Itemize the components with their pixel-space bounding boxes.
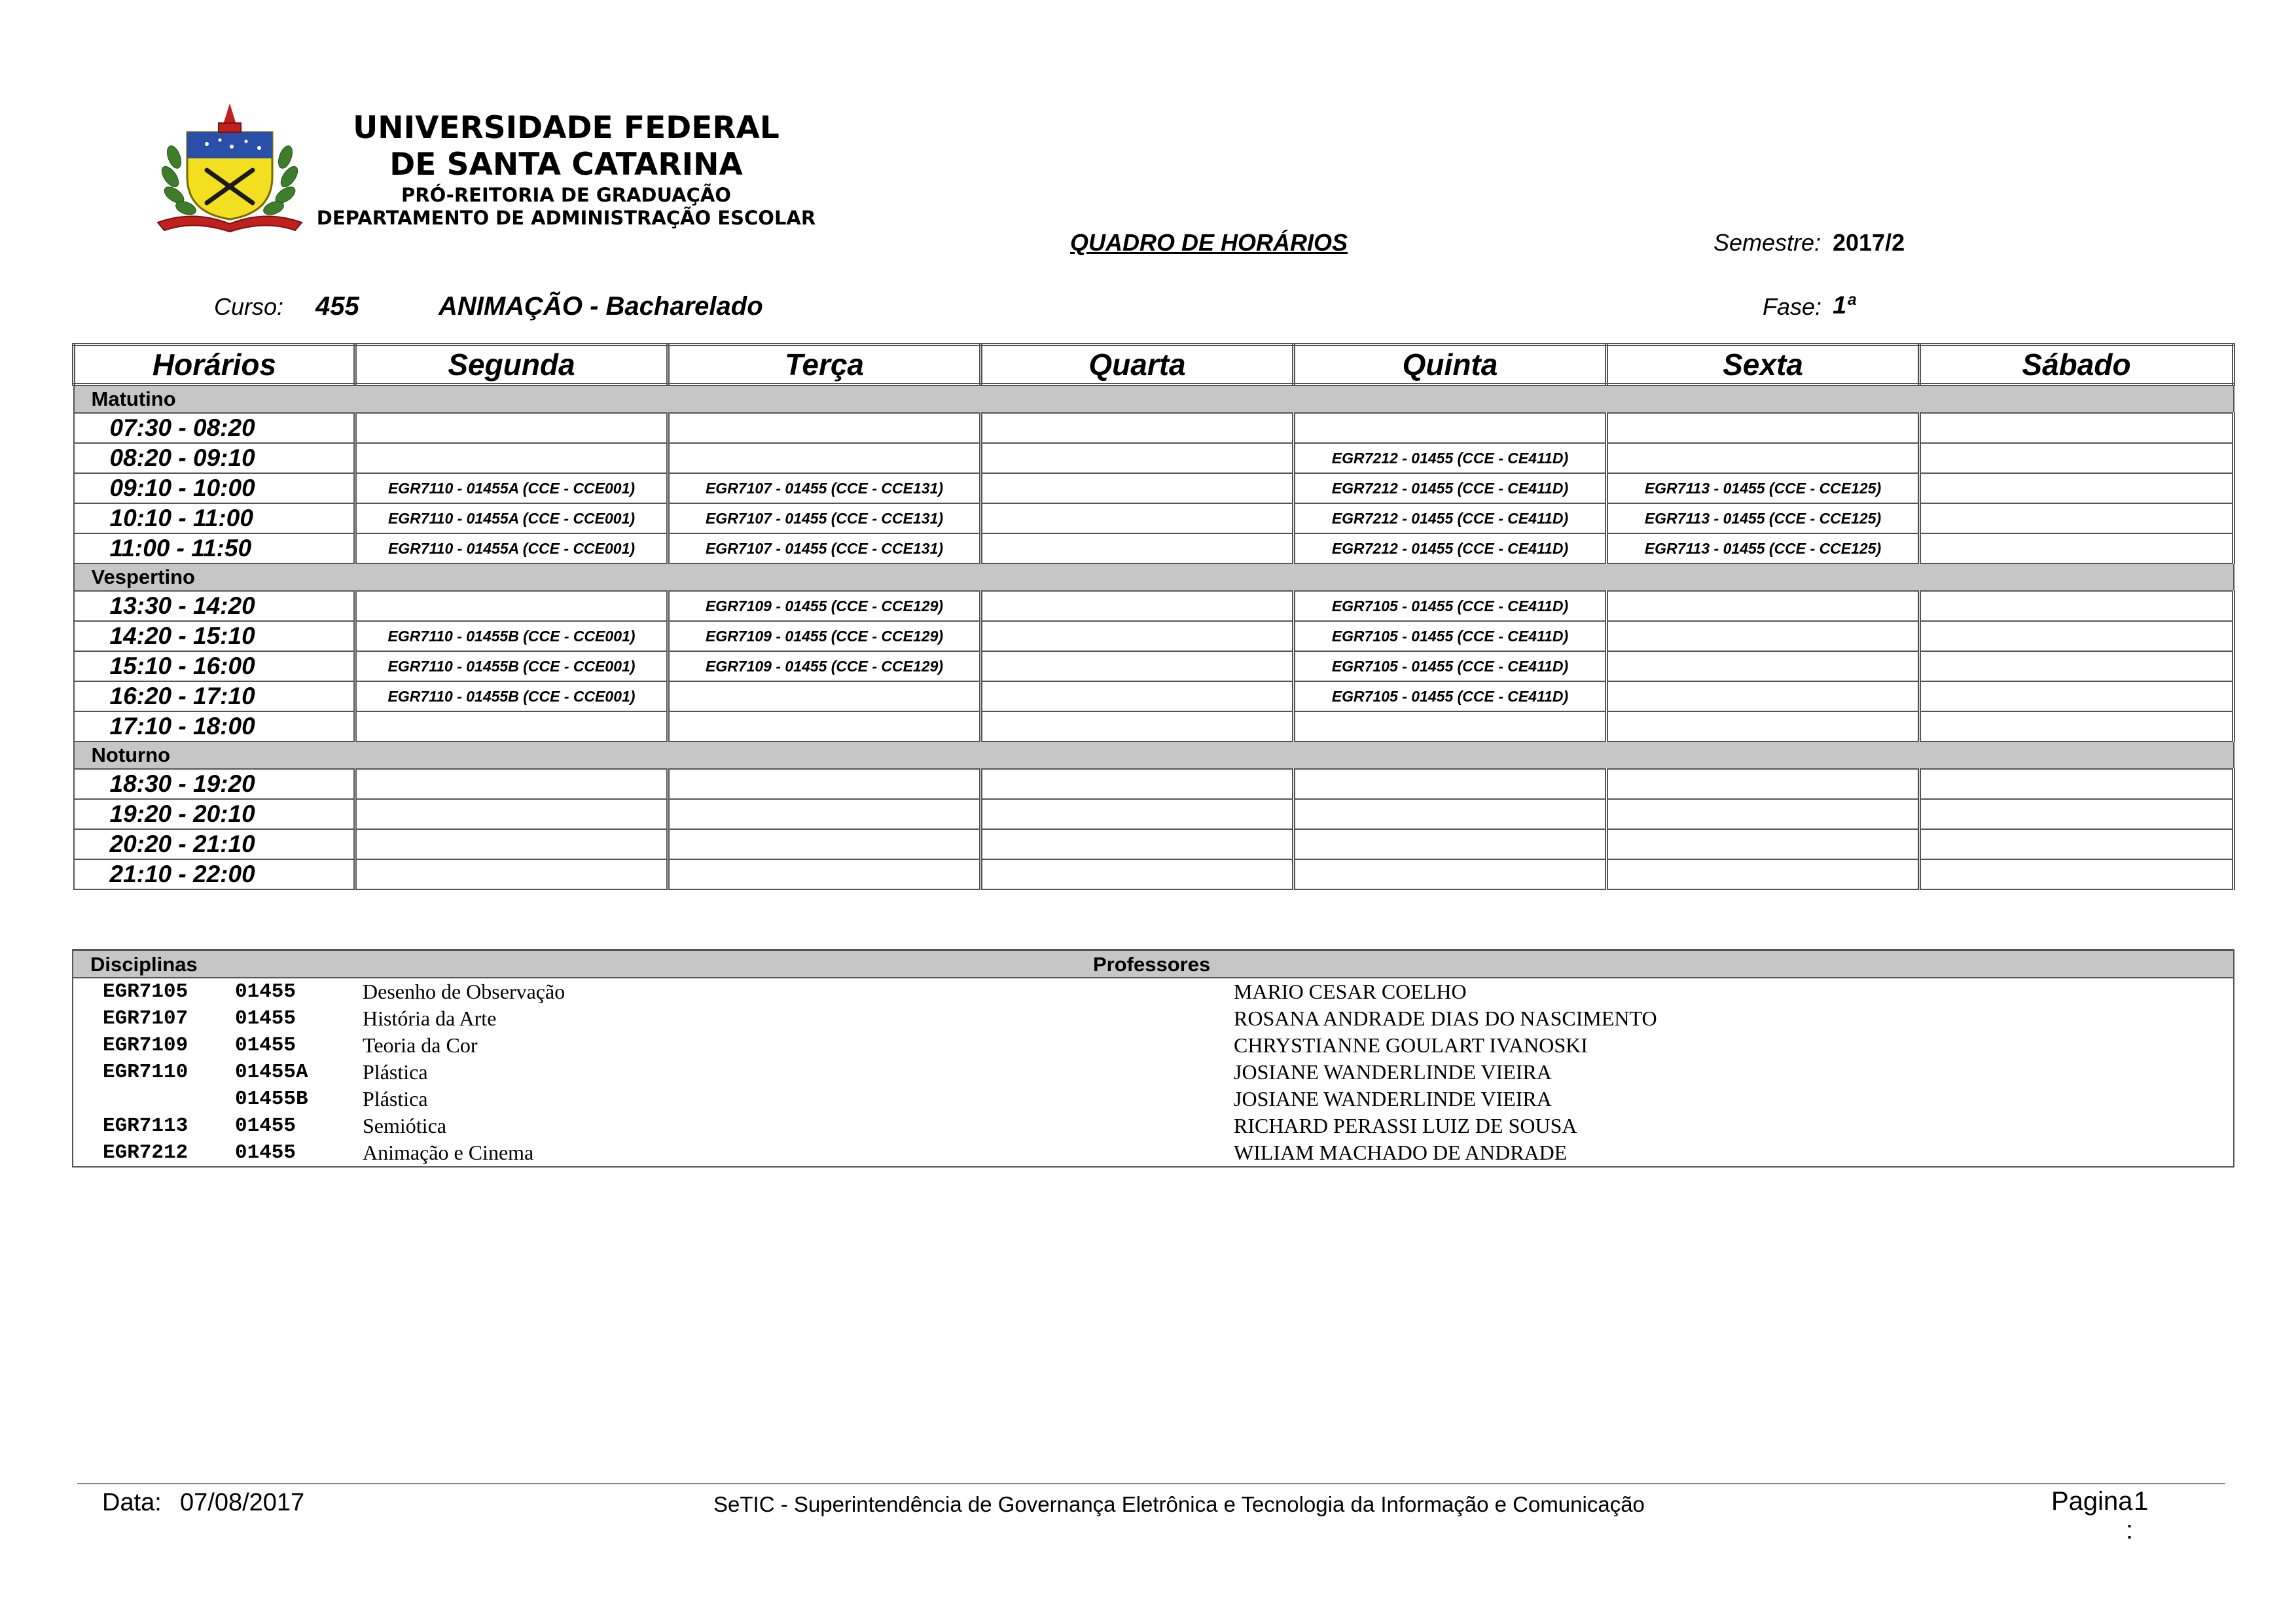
- class-cell: [1294, 413, 1607, 443]
- disciplina-professor: MARIO CESAR COELHO: [1234, 980, 1467, 1003]
- class-cell: [981, 711, 1294, 741]
- class-cell: [668, 413, 981, 443]
- semestre-label: Semestre:: [1713, 229, 1821, 256]
- class-cell: EGR7109 - 01455 (CCE - CCE129): [668, 651, 981, 681]
- header-quarta: Quarta: [981, 345, 1294, 385]
- class-cell: EGR7212 - 01455 (CCE - CE411D): [1294, 473, 1607, 503]
- time-slot: 08:20 - 09:10: [74, 443, 355, 473]
- disciplina-turma: 01455B: [235, 1088, 308, 1111]
- class-cell: [1607, 681, 1920, 711]
- time-slot: 17:10 - 18:00: [74, 711, 355, 741]
- disciplina-name: Plástica: [363, 1087, 428, 1111]
- class-cell: [1607, 711, 1920, 741]
- disciplinas-header-label: Disciplinas: [90, 953, 198, 976]
- class-cell: EGR7110 - 01455B (CCE - CCE001): [355, 681, 668, 711]
- class-cell: [355, 591, 668, 621]
- fase-value: 1ª: [1833, 292, 1856, 319]
- class-cell: EGR7113 - 01455 (CCE - CCE125): [1607, 473, 1920, 503]
- footer-divider: [77, 1483, 2225, 1484]
- class-cell: [1607, 799, 1920, 829]
- time-slot-row: [74, 533, 2234, 563]
- class-cell: [1920, 799, 2234, 829]
- disciplina-name: Semiótica: [363, 1114, 446, 1137]
- time-slot: 21:10 - 22:00: [74, 859, 355, 889]
- header-sabado: Sábado: [1920, 345, 2234, 385]
- time-slot-row: [74, 859, 2234, 889]
- disciplina-code: EGR7113: [103, 1115, 188, 1137]
- disciplina-turma: 01455A: [235, 1061, 308, 1084]
- class-cell: [1920, 651, 2234, 681]
- time-slot: 09:10 - 10:00: [74, 473, 355, 503]
- time-slot-row: [74, 651, 2234, 681]
- time-slot-row: [74, 621, 2234, 651]
- period-row: [74, 563, 2234, 591]
- class-cell: [1607, 829, 1920, 859]
- period-label: Matutino: [74, 385, 2234, 414]
- class-cell: EGR7212 - 01455 (CCE - CE411D): [1294, 503, 1607, 533]
- time-slot-row: [74, 473, 2234, 503]
- header-segunda: Segunda: [355, 345, 668, 385]
- footer-setic: SeTIC - Superintendência de Governança Eletrônica e Tecnologia da Informação e Comunicação: [713, 1492, 1645, 1516]
- class-cell: [1920, 711, 2234, 741]
- header-quinta: Quinta: [1294, 345, 1607, 385]
- class-cell: [981, 829, 1294, 859]
- class-cell: EGR7110 - 01455B (CCE - CCE001): [355, 651, 668, 681]
- header-sexta: Sexta: [1607, 345, 1920, 385]
- time-slot: 14:20 - 15:10: [74, 621, 355, 651]
- curso-label: Curso:: [214, 293, 284, 320]
- class-cell: [1920, 769, 2234, 799]
- class-cell: [1294, 769, 1607, 799]
- time-slot-row: [74, 681, 2234, 711]
- disciplina-professor: CHRYSTIANNE GOULART IVANOSKI: [1234, 1033, 1588, 1057]
- class-cell: [1607, 859, 1920, 889]
- class-cell: [981, 769, 1294, 799]
- time-slot-row: [74, 829, 2234, 859]
- class-cell: [1294, 829, 1607, 859]
- professores-header-label: Professores: [1093, 953, 1211, 976]
- class-cell: [668, 829, 981, 859]
- class-cell: [1607, 651, 1920, 681]
- university-name-line2: DE SANTA CATARINA: [389, 147, 743, 183]
- class-cell: [1920, 503, 2234, 533]
- curso-code: 455: [315, 292, 359, 321]
- time-slot-row: [74, 443, 2234, 473]
- class-cell: [1607, 621, 1920, 651]
- class-cell: [981, 591, 1294, 621]
- class-cell: [981, 503, 1294, 533]
- curso-name: ANIMAÇÃO - Bacharelado: [439, 292, 763, 321]
- disciplina-turma: 01455: [235, 1115, 296, 1137]
- time-slot: 11:00 - 11:50: [74, 533, 355, 563]
- time-slot-row: [74, 503, 2234, 533]
- disciplina-name: Plástica: [363, 1060, 428, 1084]
- class-cell: [355, 829, 668, 859]
- footer-date-label: Data:: [102, 1489, 162, 1516]
- class-cell: [981, 473, 1294, 503]
- time-slot: 07:30 - 08:20: [74, 413, 355, 443]
- class-cell: EGR7212 - 01455 (CCE - CE411D): [1294, 533, 1607, 563]
- class-cell: [668, 769, 981, 799]
- class-cell: [1607, 413, 1920, 443]
- time-slot-row: [74, 591, 2234, 621]
- class-cell: [1920, 443, 2234, 473]
- class-cell: [355, 443, 668, 473]
- disciplina-professor: WILIAM MACHADO DE ANDRADE: [1234, 1141, 1568, 1164]
- time-slot: 19:20 - 20:10: [74, 799, 355, 829]
- class-cell: EGR7107 - 01455 (CCE - CCE131): [668, 533, 981, 563]
- class-cell: EGR7105 - 01455 (CCE - CE411D): [1294, 591, 1607, 621]
- disciplina-professor: RICHARD PERASSI LUIZ DE SOUSA: [1234, 1114, 1577, 1137]
- disciplina-turma: 01455: [235, 980, 296, 1003]
- university-name-line1: UNIVERSIDADE FEDERAL: [353, 110, 780, 146]
- disciplina-turma: 01455: [235, 1141, 296, 1164]
- class-cell: [1607, 443, 1920, 473]
- class-cell: [1920, 859, 2234, 889]
- class-cell: [1294, 799, 1607, 829]
- footer-page-label: Pagina: [2051, 1487, 2133, 1516]
- pro-reitoria: PRÓ-REITORIA DE GRADUAÇÃO: [401, 184, 731, 206]
- class-cell: [1920, 413, 2234, 443]
- fase-label: Fase:: [1763, 293, 1822, 320]
- header-horarios: Horários: [74, 345, 355, 385]
- class-cell: [355, 859, 668, 889]
- schedule-table: [72, 343, 2235, 890]
- class-cell: [1920, 533, 2234, 563]
- class-cell: EGR7110 - 01455A (CCE - CCE001): [355, 473, 668, 503]
- class-cell: [981, 443, 1294, 473]
- class-cell: EGR7109 - 01455 (CCE - CCE129): [668, 621, 981, 651]
- class-cell: [1920, 681, 2234, 711]
- class-cell: EGR7110 - 01455A (CCE - CCE001): [355, 533, 668, 563]
- class-cell: EGR7113 - 01455 (CCE - CCE125): [1607, 533, 1920, 563]
- disciplina-professor: ROSANA ANDRADE DIAS DO NASCIMENTO: [1234, 1007, 1657, 1030]
- class-cell: [1294, 859, 1607, 889]
- disciplina-row: [73, 1113, 2233, 1139]
- class-cell: [981, 681, 1294, 711]
- disciplina-code: EGR7105: [103, 980, 188, 1003]
- class-cell: EGR7105 - 01455 (CCE - CE411D): [1294, 621, 1607, 651]
- class-cell: EGR7105 - 01455 (CCE - CE411D): [1294, 651, 1607, 681]
- class-cell: [355, 769, 668, 799]
- period-row: [74, 385, 2234, 414]
- class-cell: [668, 681, 981, 711]
- class-cell: [981, 651, 1294, 681]
- class-cell: [1920, 473, 2234, 503]
- time-slot-row: [74, 711, 2234, 741]
- footer-date: 07/08/2017: [180, 1489, 305, 1516]
- class-cell: [668, 859, 981, 889]
- class-cell: EGR7110 - 01455B (CCE - CCE001): [355, 621, 668, 651]
- disciplinas-list: [73, 978, 2233, 1166]
- semestre-value: 2017/2: [1833, 229, 1905, 256]
- time-slot: 16:20 - 17:10: [74, 681, 355, 711]
- disciplina-name: Desenho de Observação: [363, 980, 565, 1003]
- disciplina-name: História da Arte: [363, 1007, 497, 1030]
- time-slot: 10:10 - 11:00: [74, 503, 355, 533]
- disciplina-code: EGR7110: [103, 1061, 188, 1084]
- disciplina-row: [73, 978, 2233, 1005]
- time-slot-row: [74, 799, 2234, 829]
- disciplina-code: EGR7212: [103, 1141, 188, 1164]
- disciplina-code: EGR7109: [103, 1034, 188, 1057]
- schedule-header-row: [74, 345, 2234, 385]
- period-row: [74, 741, 2234, 769]
- time-slot: 15:10 - 16:00: [74, 651, 355, 681]
- class-cell: [981, 859, 1294, 889]
- class-cell: EGR7107 - 01455 (CCE - CCE131): [668, 473, 981, 503]
- class-cell: EGR7107 - 01455 (CCE - CCE131): [668, 503, 981, 533]
- disciplina-name: Animação e Cinema: [363, 1141, 534, 1164]
- period-label: Vespertino: [74, 563, 2234, 591]
- class-cell: [981, 621, 1294, 651]
- time-slot: 20:20 - 21:10: [74, 829, 355, 859]
- class-cell: [668, 443, 981, 473]
- class-cell: [355, 413, 668, 443]
- quadro-title: QUADRO DE HORÁRIOS: [1070, 229, 1348, 256]
- footer-page-number: 1: [2134, 1487, 2149, 1516]
- disciplinas-block: [72, 949, 2234, 1168]
- disciplina-row: [73, 1005, 2233, 1032]
- class-cell: EGR7110 - 01455A (CCE - CCE001): [355, 503, 668, 533]
- disciplina-code: EGR7107: [103, 1007, 188, 1030]
- class-cell: [1607, 591, 1920, 621]
- schedule-body: [74, 385, 2234, 890]
- header-terca: Terça: [668, 345, 981, 385]
- class-cell: [1607, 769, 1920, 799]
- disciplina-name: Teoria da Cor: [363, 1033, 478, 1057]
- disciplina-row: [73, 1086, 2233, 1113]
- disciplina-professor: JOSIANE WANDERLINDE VIEIRA: [1234, 1060, 1552, 1084]
- class-cell: [981, 799, 1294, 829]
- period-label: Noturno: [74, 741, 2234, 769]
- disciplina-row: [73, 1059, 2233, 1086]
- class-cell: EGR7105 - 01455 (CCE - CE411D): [1294, 681, 1607, 711]
- class-cell: [668, 799, 981, 829]
- footer-page-colon: :: [2126, 1516, 2134, 1544]
- departamento: DEPARTAMENTO DE ADMINISTRAÇÃO ESCOLAR: [316, 207, 816, 229]
- disciplinas-header: [73, 951, 2233, 978]
- class-cell: [1920, 829, 2234, 859]
- class-cell: [1920, 621, 2234, 651]
- class-cell: [355, 799, 668, 829]
- class-cell: EGR7109 - 01455 (CCE - CCE129): [668, 591, 981, 621]
- disciplina-turma: 01455: [235, 1007, 296, 1030]
- class-cell: EGR7113 - 01455 (CCE - CCE125): [1607, 503, 1920, 533]
- time-slot-row: [74, 413, 2234, 443]
- time-slot: 18:30 - 19:20: [74, 769, 355, 799]
- time-slot: 13:30 - 14:20: [74, 591, 355, 621]
- class-cell: [1294, 711, 1607, 741]
- class-cell: [355, 711, 668, 741]
- disciplina-turma: 01455: [235, 1034, 296, 1057]
- disciplina-professor: JOSIANE WANDERLINDE VIEIRA: [1234, 1087, 1552, 1111]
- disciplina-row: [73, 1032, 2233, 1059]
- class-cell: EGR7212 - 01455 (CCE - CE411D): [1294, 443, 1607, 473]
- class-cell: [981, 533, 1294, 563]
- class-cell: [1920, 591, 2234, 621]
- class-cell: [668, 711, 981, 741]
- time-slot-row: [74, 769, 2234, 799]
- disciplina-row: [73, 1139, 2233, 1166]
- class-cell: [981, 413, 1294, 443]
